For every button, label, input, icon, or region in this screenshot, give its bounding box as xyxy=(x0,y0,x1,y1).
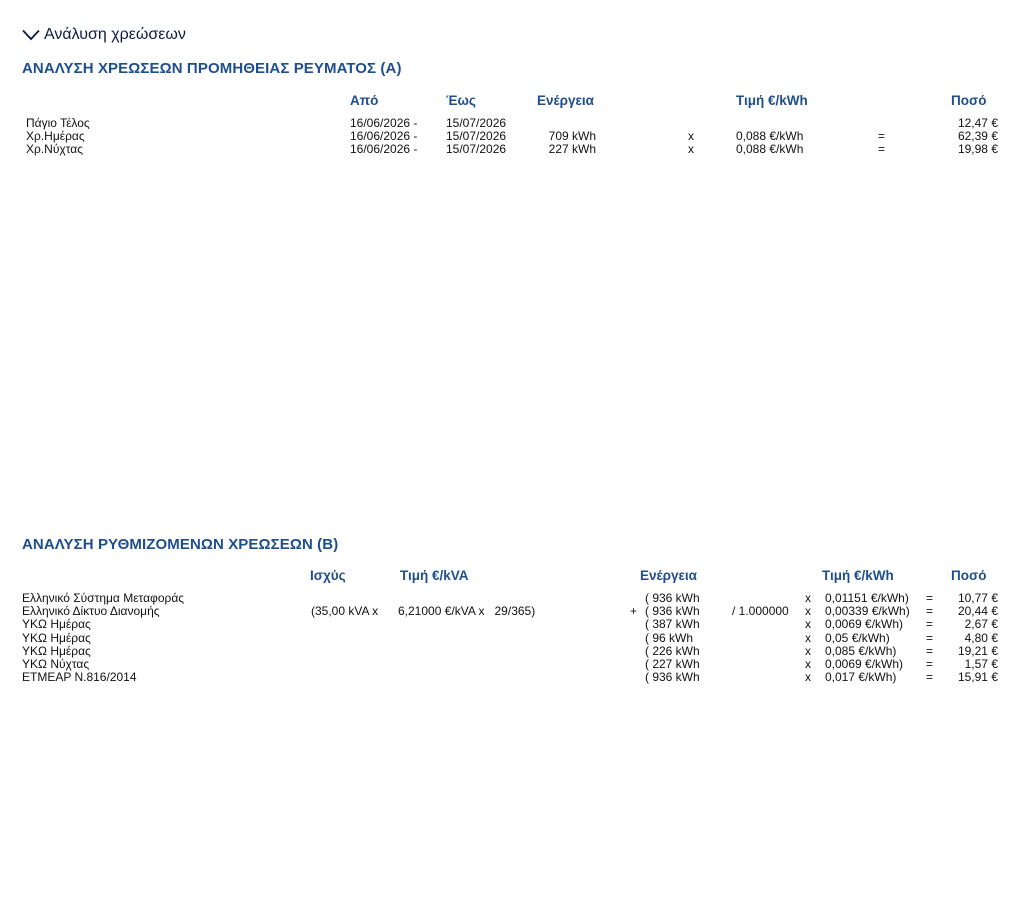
row-amount: 15,91 € xyxy=(957,670,998,685)
row-equals: = xyxy=(926,617,934,632)
col-price-header: Τιμή €/kWh xyxy=(736,93,808,108)
row-plus: + xyxy=(630,604,638,619)
row-from: 16/06/2026 - xyxy=(350,142,418,157)
col-price-kwh-header: Τιμή €/kWh xyxy=(822,568,894,583)
row-multiply: x xyxy=(805,617,811,632)
row-from: 16/06/2026 - xyxy=(350,116,418,130)
row-multiply: x xyxy=(805,643,811,658)
row-equals: = xyxy=(926,604,934,619)
row-amount: 12,47 € xyxy=(957,116,998,130)
chevron-down-icon xyxy=(22,29,40,41)
row-equals: = xyxy=(926,591,934,605)
row-multiply: x xyxy=(805,657,811,671)
row-amount: 62,39 € xyxy=(957,129,998,144)
row-price: 0,0069 €/kWh) xyxy=(825,657,904,671)
row-multiply: x xyxy=(805,670,811,685)
row-price: 0,017 €/kWh) xyxy=(825,670,897,685)
col-to-header: Έως xyxy=(446,93,476,108)
row-amount: 2,67 € xyxy=(964,617,998,632)
row-energy: ( 226 kWh xyxy=(645,643,700,658)
row-label: Χρ.Ημέρας xyxy=(26,129,85,144)
row-price-kva: 6,21000 €/kVA x 29/365) xyxy=(398,604,536,619)
row-amount: 19,21 € xyxy=(957,643,998,658)
row-multiply: x xyxy=(805,630,811,645)
col-from-header: Από xyxy=(350,93,379,108)
row-amount: 1,57 € xyxy=(964,657,998,671)
toggle-label: Ανάλυση χρεώσεων xyxy=(44,26,186,43)
row-label: ΕΤΜΕΑΡ Ν.816/2014 xyxy=(22,670,137,685)
row-equals: = xyxy=(878,129,886,144)
row-divisor: / 1.000000 xyxy=(732,604,789,619)
row-power: (35,00 kVA x xyxy=(311,604,379,619)
col-power-header: Ισχύς xyxy=(310,568,346,583)
row-label: Χρ.Νύχτας xyxy=(26,142,83,157)
row-price: 0,088 €/kWh xyxy=(736,129,804,144)
row-energy: ( 936 kWh xyxy=(645,591,700,605)
row-multiply: x xyxy=(688,142,694,157)
row-to: 15/07/2026 xyxy=(446,116,507,130)
row-price: 0,05 €/kWh) xyxy=(825,630,890,645)
row-label: Πάγιο Τέλος xyxy=(26,116,90,130)
row-label: ΥΚΩ Ημέρας xyxy=(22,617,91,632)
row-equals: = xyxy=(926,643,934,658)
row-label: ΥΚΩ Ημέρας xyxy=(22,643,91,658)
row-energy: 227 kWh xyxy=(548,142,596,157)
row-label: Ελληνικό Σύστημα Μεταφοράς xyxy=(22,591,185,605)
row-label: ΥΚΩ Ημέρας xyxy=(22,630,91,645)
col-price-kva-header: Τιμή €/kVA xyxy=(400,568,469,583)
row-price: 0,085 €/kWh) xyxy=(825,643,897,658)
row-multiply: x xyxy=(688,129,694,144)
row-energy: 709 kWh xyxy=(548,129,596,144)
row-energy: ( 936 kWh xyxy=(645,670,700,685)
row-equals: = xyxy=(926,630,934,645)
row-from: 16/06/2026 - xyxy=(350,129,418,144)
row-amount: 20,44 € xyxy=(957,604,998,619)
row-amount: 19,98 € xyxy=(957,142,998,157)
row-label: ΥΚΩ Νύχτας xyxy=(22,657,90,671)
section-b-title: ΑΝΑΛΥΣΗ ΡΥΘΜΙΖΟΜΕΝΩΝ ΧΡΕΩΣΕΩΝ (Β) xyxy=(22,536,339,553)
col-amount-header: Ποσό xyxy=(951,93,987,108)
row-energy: ( 227 kWh xyxy=(645,657,700,671)
col-amount-b-header: Ποσό xyxy=(951,568,987,583)
row-label: Ελληνικό Δίκτυο Διανομής xyxy=(22,604,160,619)
col-energy-header: Ενέργεια xyxy=(537,93,594,108)
row-equals: = xyxy=(878,142,886,157)
row-price: 0,00339 €/kWh) xyxy=(825,604,910,619)
row-multiply: x xyxy=(805,604,811,619)
row-multiply: x xyxy=(805,591,811,605)
row-energy: ( 936 kWh xyxy=(645,604,700,619)
charges-breakdown-toggle[interactable] xyxy=(22,26,186,44)
row-amount: 10,77 € xyxy=(957,591,998,605)
row-price: 0,01151 €/kWh) xyxy=(825,591,909,605)
row-energy: ( 387 kWh xyxy=(645,617,700,632)
row-equals: = xyxy=(926,657,934,671)
row-price: 0,0069 €/kWh) xyxy=(825,617,904,632)
row-to: 15/07/2026 xyxy=(446,129,507,144)
col-energy-b-header: Ενέργεια xyxy=(640,568,697,583)
row-energy: ( 96 kWh xyxy=(645,630,694,645)
section-a-title: ΑΝΑΛΥΣΗ ΧΡΕΩΣΕΩΝ ΠΡΟΜΗΘΕΙΑΣ ΡΕΥΜΑΤΟΣ (Α) xyxy=(22,60,402,77)
row-equals: = xyxy=(926,670,934,685)
row-amount: 4,80 € xyxy=(964,630,998,645)
row-to: 15/07/2026 xyxy=(446,142,507,157)
row-price: 0,088 €/kWh xyxy=(736,142,804,157)
